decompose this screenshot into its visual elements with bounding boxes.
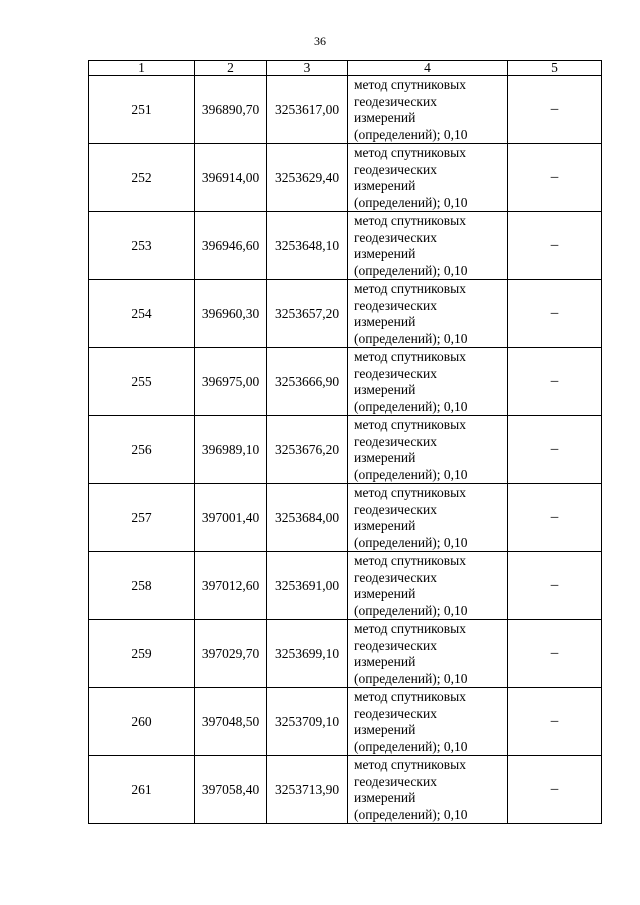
table-row xyxy=(89,756,602,824)
page-number: 36 xyxy=(314,34,326,48)
note-cell: – xyxy=(508,688,602,756)
method-line: измерений xyxy=(354,246,416,261)
coordinate-y-cell: 3253713,90 xyxy=(267,756,348,824)
note-cell: – xyxy=(508,212,602,280)
table-row xyxy=(89,416,602,484)
method-line: измерений xyxy=(354,450,416,465)
method-line: измерений xyxy=(354,722,416,737)
method-line: (определений); 0,10 xyxy=(354,806,468,822)
note-cell: – xyxy=(508,484,602,552)
method-line: геодезических xyxy=(354,365,437,381)
note-cell: – xyxy=(508,756,602,824)
note-cell: – xyxy=(508,76,602,144)
coordinate-x-cell: 397058,40 xyxy=(195,756,267,824)
method-line: метод спутниковых xyxy=(354,689,466,704)
coordinate-x-cell: 396960,30 xyxy=(195,280,267,348)
point-number-cell: 252 xyxy=(89,144,195,212)
table-row xyxy=(89,620,602,688)
point-number-cell: 257 xyxy=(89,484,195,552)
point-number-cell: 258 xyxy=(89,552,195,620)
coordinate-x-cell: 397001,40 xyxy=(195,484,267,552)
column-header-2: 2 xyxy=(195,61,267,76)
method-cell xyxy=(348,688,508,756)
method-line: метод спутниковых xyxy=(354,213,466,228)
coordinate-x-cell: 396890,70 xyxy=(195,76,267,144)
method-cell xyxy=(348,212,508,280)
method-line: (определений); 0,10 xyxy=(354,670,468,686)
method-line: измерений xyxy=(354,790,416,805)
method-line: измерений xyxy=(354,110,416,125)
method-cell xyxy=(348,144,508,212)
method-line: (определений); 0,10 xyxy=(354,534,468,550)
coordinate-y-cell: 3253684,00 xyxy=(267,484,348,552)
point-number-cell: 259 xyxy=(89,620,195,688)
method-line: геодезических xyxy=(354,161,437,177)
coordinate-x-cell: 397029,70 xyxy=(195,620,267,688)
table-row xyxy=(89,688,602,756)
table-body xyxy=(89,76,602,824)
method-line: геодезических xyxy=(354,705,437,721)
point-number-cell: 253 xyxy=(89,212,195,280)
method-cell xyxy=(348,76,508,144)
column-header-5: 5 xyxy=(508,61,602,76)
method-line: (определений); 0,10 xyxy=(354,262,468,278)
method-cell xyxy=(348,552,508,620)
coordinate-y-cell: 3253629,40 xyxy=(267,144,348,212)
point-number-cell: 251 xyxy=(89,76,195,144)
method-line: геодезических xyxy=(354,501,437,517)
coordinate-x-cell: 396914,00 xyxy=(195,144,267,212)
note-cell: – xyxy=(508,552,602,620)
table-header-row xyxy=(89,61,602,76)
coordinate-y-cell: 3253709,10 xyxy=(267,688,348,756)
method-line: геодезических xyxy=(354,297,437,313)
method-line: метод спутниковых xyxy=(354,281,466,296)
method-line: (определений); 0,10 xyxy=(354,194,468,210)
method-line: измерений xyxy=(354,654,416,669)
column-header-4: 4 xyxy=(348,61,508,76)
method-cell xyxy=(348,416,508,484)
method-line: метод спутниковых xyxy=(354,417,466,432)
coordinate-y-cell: 3253648,10 xyxy=(267,212,348,280)
method-line: метод спутниковых xyxy=(354,77,466,92)
method-cell xyxy=(348,484,508,552)
method-line: геодезических xyxy=(354,569,437,585)
coordinate-x-cell: 396946,60 xyxy=(195,212,267,280)
column-header-3: 3 xyxy=(267,61,348,76)
table-row xyxy=(89,212,602,280)
table-row xyxy=(89,144,602,212)
point-number-cell: 256 xyxy=(89,416,195,484)
method-line: измерений xyxy=(354,314,416,329)
method-line: (определений); 0,10 xyxy=(354,602,468,618)
method-line: метод спутниковых xyxy=(354,757,466,772)
method-line: измерений xyxy=(354,178,416,193)
table-row xyxy=(89,552,602,620)
note-cell: – xyxy=(508,348,602,416)
method-cell xyxy=(348,280,508,348)
coordinate-y-cell: 3253699,10 xyxy=(267,620,348,688)
coordinates-table xyxy=(88,60,602,824)
method-line: (определений); 0,10 xyxy=(354,738,468,754)
method-line: геодезических xyxy=(354,433,437,449)
coordinate-x-cell: 396989,10 xyxy=(195,416,267,484)
method-line: метод спутниковых xyxy=(354,485,466,500)
method-line: метод спутниковых xyxy=(354,621,466,636)
point-number-cell: 254 xyxy=(89,280,195,348)
note-cell: – xyxy=(508,620,602,688)
coordinate-x-cell: 396975,00 xyxy=(195,348,267,416)
method-line: метод спутниковых xyxy=(354,145,466,160)
point-number-cell: 255 xyxy=(89,348,195,416)
table-row xyxy=(89,484,602,552)
table-row xyxy=(89,348,602,416)
coordinate-x-cell: 397012,60 xyxy=(195,552,267,620)
method-cell xyxy=(348,756,508,824)
column-header-1: 1 xyxy=(89,61,195,76)
method-line: (определений); 0,10 xyxy=(354,126,468,142)
method-line: геодезических xyxy=(354,93,437,109)
method-line: геодезических xyxy=(354,229,437,245)
coordinate-y-cell: 3253676,20 xyxy=(267,416,348,484)
method-line: геодезических xyxy=(354,637,437,653)
method-line: (определений); 0,10 xyxy=(354,398,468,414)
method-line: метод спутниковых xyxy=(354,349,466,364)
point-number-cell: 260 xyxy=(89,688,195,756)
method-line: (определений); 0,10 xyxy=(354,466,468,482)
coordinate-y-cell: 3253666,90 xyxy=(267,348,348,416)
coordinate-y-cell: 3253691,00 xyxy=(267,552,348,620)
table-row xyxy=(89,76,602,144)
method-line: измерений xyxy=(354,382,416,397)
method-line: измерений xyxy=(354,518,416,533)
method-line: (определений); 0,10 xyxy=(354,330,468,346)
method-cell xyxy=(348,620,508,688)
method-cell xyxy=(348,348,508,416)
method-line: метод спутниковых xyxy=(354,553,466,568)
note-cell: – xyxy=(508,416,602,484)
note-cell: – xyxy=(508,144,602,212)
method-line: геодезических xyxy=(354,773,437,789)
note-cell: – xyxy=(508,280,602,348)
method-line: измерений xyxy=(354,586,416,601)
table-row xyxy=(89,280,602,348)
point-number-cell: 261 xyxy=(89,756,195,824)
coordinate-x-cell: 397048,50 xyxy=(195,688,267,756)
coordinate-y-cell: 3253617,00 xyxy=(267,76,348,144)
coordinate-y-cell: 3253657,20 xyxy=(267,280,348,348)
